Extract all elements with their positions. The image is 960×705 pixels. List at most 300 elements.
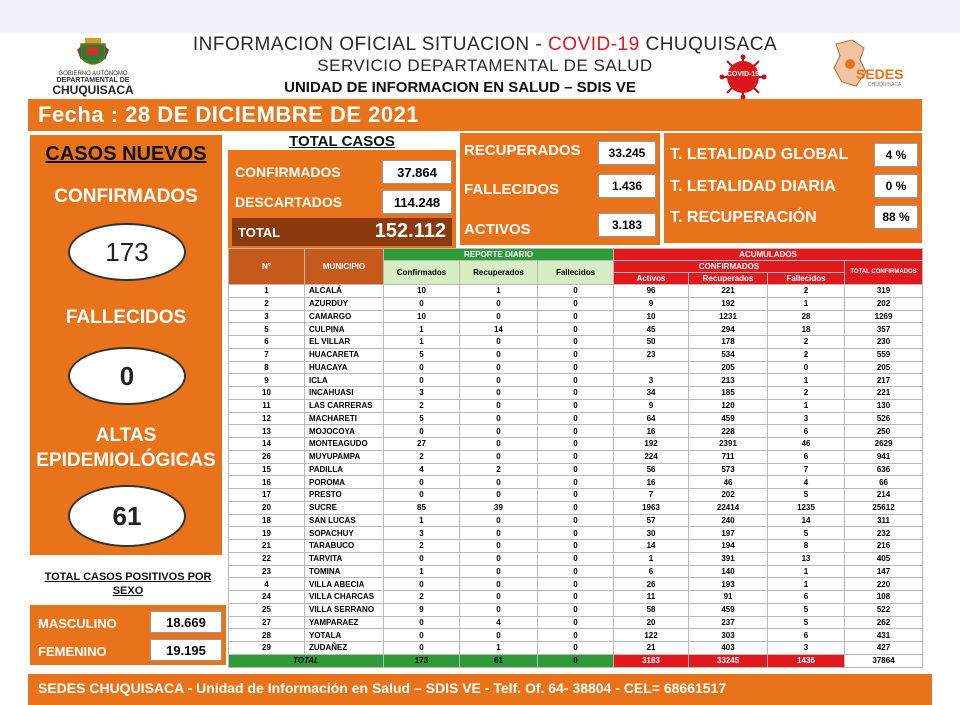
table-cell: 30 <box>614 527 689 540</box>
table-cell: 120 <box>689 399 768 412</box>
table-cell: 250 <box>845 425 923 438</box>
cell-municipio: INCAHUASI <box>305 387 384 400</box>
table-cell <box>614 361 689 374</box>
table-cell: 0 <box>384 489 460 502</box>
femenino-value: 19.195 <box>150 639 222 661</box>
total-row-cell: 37864 <box>845 654 923 667</box>
table-cell: 3 <box>768 412 845 425</box>
table-cell: 0 <box>460 591 538 604</box>
th-municipio: MUNICIPIO <box>305 249 384 285</box>
letalidad-diaria-label: T. LETALIDAD DIARIA <box>670 178 836 195</box>
table-cell: 13 <box>768 552 845 565</box>
table-cell: 0 <box>538 578 614 591</box>
table-cell: 4 <box>768 476 845 489</box>
table-cell: 34 <box>614 387 689 400</box>
table-total-row <box>229 654 923 667</box>
table-cell: 1 <box>768 578 845 591</box>
gobernacion-logo <box>38 36 148 97</box>
table-cell: 0 <box>460 348 538 361</box>
table-cell: 10 <box>384 285 460 298</box>
total-row-cell: 173 <box>384 654 460 667</box>
table-cell: 0 <box>538 489 614 502</box>
table-cell: 9 <box>614 399 689 412</box>
new-confirmados-label: CONFIRMADOS <box>54 186 198 207</box>
table-row <box>229 387 923 400</box>
table-cell: 23 <box>614 348 689 361</box>
table-cell: 217 <box>845 374 923 387</box>
table-cell: 0 <box>384 361 460 374</box>
table-cell: 526 <box>845 412 923 425</box>
total-row-cell: 3183 <box>614 654 689 667</box>
header-line3: UNIDAD DE INFORMACION EN SALUD – SDIS VE <box>284 79 636 96</box>
th-fallecidos: Fallecidos <box>538 261 614 285</box>
descartados-label: DESCARTADOS <box>235 194 343 210</box>
table-cell: 3 <box>384 527 460 540</box>
table-row <box>229 348 923 361</box>
table-cell: 28 <box>229 629 305 642</box>
footer-text: SEDES CHUQUISACA - Unidad de Información en Salud – SDIS VE - Telf. Of. 64- 38804 - CEL= 68661517 <box>38 680 727 696</box>
table-cell: 711 <box>689 450 768 463</box>
table-cell: 0 <box>460 514 538 527</box>
cell-municipio: SOPACHUY <box>305 527 384 540</box>
cell-municipio: PRESTO <box>305 489 384 502</box>
table-cell: 0 <box>538 552 614 565</box>
table-cell: 0 <box>384 425 460 438</box>
table-cell: 57 <box>614 514 689 527</box>
cell-municipio: TARVITA <box>305 552 384 565</box>
table-cell: 6 <box>768 629 845 642</box>
table-cell: 194 <box>689 540 768 553</box>
table-cell: 6 <box>768 450 845 463</box>
table-row <box>229 603 923 616</box>
table-cell: 16 <box>614 476 689 489</box>
table-cell: 5 <box>768 489 845 502</box>
table-cell: 192 <box>614 438 689 451</box>
table-cell: 221 <box>689 285 768 298</box>
table-cell: 2 <box>229 297 305 310</box>
cell-municipio: MOJOCOYA <box>305 425 384 438</box>
th-reporte-diario: REPORTE DIARIO <box>384 249 614 261</box>
femenino-label: FEMENINO <box>38 644 107 659</box>
logo-right-sub: CHUQUISACA <box>868 82 902 88</box>
table-row <box>229 336 923 349</box>
table-cell: 0 <box>768 361 845 374</box>
table-cell: 3 <box>384 387 460 400</box>
table-cell: 0 <box>538 399 614 412</box>
table-cell: 27 <box>229 616 305 629</box>
table-cell: 0 <box>538 514 614 527</box>
outcomes-panel <box>460 133 660 245</box>
table-cell: 4 <box>460 616 538 629</box>
table-row <box>229 616 923 629</box>
table-cell: 1 <box>768 297 845 310</box>
table-cell: 0 <box>460 374 538 387</box>
table-cell: 46 <box>689 476 768 489</box>
new-confirmados-value: 173 <box>105 236 149 267</box>
table-cell: 7 <box>229 348 305 361</box>
table-cell: 0 <box>460 450 538 463</box>
table-cell: 45 <box>614 323 689 336</box>
cell-municipio: CULPINA <box>305 323 384 336</box>
covid-highlight: COVID-19 <box>548 34 640 55</box>
cell-municipio: YOTALA <box>305 629 384 642</box>
table-cell: 459 <box>689 603 768 616</box>
table-cell: 214 <box>845 489 923 502</box>
logo-right-text: SEDES <box>856 66 904 82</box>
cell-municipio: HUACAYA <box>305 361 384 374</box>
table-cell: 39 <box>460 501 538 514</box>
cell-municipio: VILLA ABECIA <box>305 578 384 591</box>
table-cell: 122 <box>614 629 689 642</box>
table-cell: 0 <box>538 616 614 629</box>
table-cell: 0 <box>460 412 538 425</box>
table-cell: 0 <box>538 591 614 604</box>
table-cell: 23 <box>229 565 305 578</box>
table-row <box>229 629 923 642</box>
table-cell: 1 <box>768 374 845 387</box>
municipality-table <box>228 248 923 668</box>
chuquisaca-map-icon <box>830 38 870 90</box>
table-cell: 50 <box>614 336 689 349</box>
table-cell: 2 <box>768 348 845 361</box>
cell-municipio: EL VILLAR <box>305 336 384 349</box>
table-cell: 1269 <box>845 310 923 323</box>
table-cell: 636 <box>845 463 923 476</box>
table-cell: 14 <box>460 323 538 336</box>
table-cell: 2391 <box>689 438 768 451</box>
table-cell: 0 <box>460 578 538 591</box>
new-confirmados-oval <box>68 223 186 281</box>
cell-municipio: VILLA SERRANO <box>305 603 384 616</box>
table-cell: 6 <box>768 425 845 438</box>
table-cell: 5 <box>768 527 845 540</box>
table-cell: 0 <box>384 374 460 387</box>
table-cell: 0 <box>538 323 614 336</box>
activos-label: ACTIVOS <box>464 221 531 238</box>
table-cell: 6 <box>768 591 845 604</box>
cell-municipio: MONTEAGUDO <box>305 438 384 451</box>
table-cell: 20 <box>229 501 305 514</box>
descartados-value: 114.248 <box>382 190 452 214</box>
table-cell: 228 <box>689 425 768 438</box>
table-cell: 0 <box>538 297 614 310</box>
new-fallecidos-label: FALLECIDOS <box>65 307 187 328</box>
cell-municipio: SAN LUCAS <box>305 514 384 527</box>
table-row <box>229 642 923 655</box>
table-row <box>229 540 923 553</box>
table-row <box>229 412 923 425</box>
table-cell: 294 <box>689 323 768 336</box>
cell-municipio: VILLA CHARCAS <box>305 591 384 604</box>
table-cell: 303 <box>689 629 768 642</box>
table-cell: 2 <box>768 336 845 349</box>
table-cell: 0 <box>538 336 614 349</box>
total-row-cell: 0 <box>538 654 614 667</box>
table-cell: 534 <box>689 348 768 361</box>
table-cell: 11 <box>614 591 689 604</box>
table-cell: 221 <box>845 387 923 400</box>
table-cell: 0 <box>460 425 538 438</box>
table-cell: 2 <box>768 285 845 298</box>
table-cell: 5 <box>768 603 845 616</box>
table-cell: 0 <box>538 412 614 425</box>
sex-title: TOTAL CASOS POSITIVOS POR SEXO <box>44 571 212 597</box>
table-cell: 311 <box>845 514 923 527</box>
table-cell: 230 <box>845 336 923 349</box>
table-cell: 0 <box>538 361 614 374</box>
table-row <box>229 501 923 514</box>
cell-municipio: ZUDAÑEZ <box>305 642 384 655</box>
table-cell: 147 <box>845 565 923 578</box>
table-row <box>229 310 923 323</box>
table-row <box>229 591 923 604</box>
cell-municipio: ALCALÁ <box>305 285 384 298</box>
table-cell: 85 <box>384 501 460 514</box>
recuperados-value: 33.245 <box>598 141 656 165</box>
recuperacion-value: 88 % <box>874 205 918 229</box>
table-cell: 192 <box>689 297 768 310</box>
coat-of-arms-icon <box>75 36 111 70</box>
table-cell: 3 <box>768 642 845 655</box>
table-row <box>229 476 923 489</box>
table-row <box>229 285 923 298</box>
table-cell: 573 <box>689 463 768 476</box>
table-cell: 5 <box>229 323 305 336</box>
top-strip <box>0 0 960 33</box>
total-row-cell: 61 <box>460 654 538 667</box>
total-row <box>232 218 452 246</box>
th-activos: Activos <box>614 273 689 285</box>
table-cell: 26 <box>614 578 689 591</box>
table-cell: 459 <box>689 412 768 425</box>
table-cell: 58 <box>614 603 689 616</box>
table-row <box>229 399 923 412</box>
table-cell: 1 <box>384 336 460 349</box>
table-cell: 0 <box>538 310 614 323</box>
table-cell: 12 <box>229 412 305 425</box>
footer-bar <box>28 674 932 705</box>
table-cell: 0 <box>538 501 614 514</box>
table-cell: 10 <box>384 310 460 323</box>
table-cell: 2 <box>384 591 460 604</box>
table-cell: 0 <box>460 336 538 349</box>
total-label: TOTAL <box>238 225 281 240</box>
table-cell: 1 <box>768 399 845 412</box>
table-cell: 5 <box>384 412 460 425</box>
table-cell: 941 <box>845 450 923 463</box>
table-cell: 0 <box>538 642 614 655</box>
table-cell: 108 <box>845 591 923 604</box>
total-value: 152.112 <box>374 220 446 242</box>
table-cell: 202 <box>689 489 768 502</box>
table-cell: 96 <box>614 285 689 298</box>
th-total-confirmados: TOTAL CONFIRMADOS <box>845 261 923 285</box>
altas-oval <box>68 485 186 547</box>
table-cell: 0 <box>538 527 614 540</box>
th-confirmados-group: CONFIRMADOS <box>614 261 845 273</box>
fallecidos-value: 1.436 <box>598 174 656 198</box>
table-cell: 3 <box>614 374 689 387</box>
table-cell: 0 <box>460 629 538 642</box>
cell-municipio: TOMINA <box>305 565 384 578</box>
cell-municipio: ICLA <box>305 374 384 387</box>
table-cell: 319 <box>845 285 923 298</box>
table-cell: 1 <box>460 285 538 298</box>
table-cell: 25 <box>229 603 305 616</box>
total-casos-panel <box>228 150 456 248</box>
table-cell: 522 <box>845 603 923 616</box>
table-cell: 0 <box>538 425 614 438</box>
total-row-cell: 33245 <box>689 654 768 667</box>
header-line2: SERVICIO DEPARTAMENTAL DE SALUD <box>317 56 653 75</box>
fallecidos-label: FALLECIDOS <box>464 181 560 198</box>
table-cell: 224 <box>614 450 689 463</box>
table-cell: 0 <box>460 527 538 540</box>
table-cell: 25612 <box>845 501 923 514</box>
table-cell: 22414 <box>689 501 768 514</box>
table-cell: 193 <box>689 578 768 591</box>
table-cell: 15 <box>229 463 305 476</box>
new-fallecidos-oval <box>68 347 186 405</box>
cell-municipio: PADILLA <box>305 463 384 476</box>
cell-municipio: POROMA <box>305 476 384 489</box>
activos-value: 3.183 <box>598 213 656 237</box>
th-recuperados: Recuperados <box>460 261 538 285</box>
altas-label-2: EPIDEMIOLÓGICAS <box>36 450 216 471</box>
table-cell: 237 <box>689 616 768 629</box>
table-cell: 5 <box>768 616 845 629</box>
table-cell: 46 <box>768 438 845 451</box>
table-cell: 1 <box>384 565 460 578</box>
table-cell: 1 <box>229 285 305 298</box>
table-row <box>229 514 923 527</box>
table-cell: 0 <box>538 603 614 616</box>
table-cell: 20 <box>614 616 689 629</box>
header-line1: INFORMACION OFICIAL SITUACION - COVID-19 CHUQUISACA <box>192 34 778 55</box>
logo-left-mid: DEPARTAMENTAL DE <box>56 77 130 84</box>
table-cell: 2 <box>768 387 845 400</box>
table-row <box>229 578 923 591</box>
table-cell: 185 <box>689 387 768 400</box>
table-row <box>229 489 923 502</box>
th-acumulados: ACUMULADOS <box>614 249 923 261</box>
table-cell: 232 <box>845 527 923 540</box>
table-cell: 7 <box>614 489 689 502</box>
table-cell: 1 <box>384 323 460 336</box>
table-cell: 0 <box>460 297 538 310</box>
table-cell: 1 <box>614 552 689 565</box>
table-row <box>229 361 923 374</box>
covid-badge-label: COVID-19 <box>726 71 760 78</box>
table-cell: 0 <box>538 450 614 463</box>
table-cell: 0 <box>460 489 538 502</box>
table-row <box>229 463 923 476</box>
table-cell: 9 <box>384 603 460 616</box>
table-cell: 405 <box>845 552 923 565</box>
cell-municipio: AZURDUY <box>305 297 384 310</box>
masculino-label: MASCULINO <box>38 616 117 631</box>
table-cell: 9 <box>614 297 689 310</box>
table-cell: 22 <box>229 552 305 565</box>
table-cell: 130 <box>845 399 923 412</box>
table-cell: 0 <box>460 540 538 553</box>
confirmados-label: CONFIRMADOS <box>235 164 341 180</box>
table-cell: 205 <box>689 361 768 374</box>
table-cell: 11 <box>229 399 305 412</box>
table-cell: 0 <box>460 565 538 578</box>
table-cell: 7 <box>768 463 845 476</box>
table-cell: 357 <box>845 323 923 336</box>
table-cell: 0 <box>384 629 460 642</box>
table-cell: 0 <box>460 310 538 323</box>
table-row <box>229 323 923 336</box>
table-cell: 0 <box>538 629 614 642</box>
table-cell: 0 <box>460 438 538 451</box>
table-cell: 197 <box>689 527 768 540</box>
table-cell: 0 <box>538 348 614 361</box>
table-cell: 16 <box>614 425 689 438</box>
table-cell: 2 <box>384 450 460 463</box>
table-cell: 27 <box>384 438 460 451</box>
table-cell: 1231 <box>689 310 768 323</box>
table-cell: 0 <box>538 285 614 298</box>
th-confirmados: Confirmados <box>384 261 460 285</box>
table-cell: 10 <box>229 387 305 400</box>
table-cell: 0 <box>384 552 460 565</box>
table-cell: 0 <box>460 361 538 374</box>
cell-municipio: CAMARGO <box>305 310 384 323</box>
table-cell: 56 <box>614 463 689 476</box>
table-cell: 0 <box>460 476 538 489</box>
table-cell: 14 <box>614 540 689 553</box>
table-cell: 24 <box>229 591 305 604</box>
letalidad-global-label: T. LETALIDAD GLOBAL <box>670 146 849 163</box>
table-cell: 391 <box>689 552 768 565</box>
table-cell: 0 <box>538 463 614 476</box>
table-cell: 91 <box>689 591 768 604</box>
table-cell: 1 <box>768 565 845 578</box>
table-cell: 0 <box>384 616 460 629</box>
table-cell: 1 <box>384 514 460 527</box>
new-cases-panel <box>30 135 222 555</box>
table-row <box>229 450 923 463</box>
table-cell: 18 <box>768 323 845 336</box>
th-fallecidos-acum: Fallecidos <box>768 273 845 285</box>
table-cell: 2 <box>460 463 538 476</box>
table-cell: 8 <box>229 361 305 374</box>
table-row <box>229 527 923 540</box>
table-cell: 16 <box>229 476 305 489</box>
table-row <box>229 565 923 578</box>
table-cell: 14 <box>229 438 305 451</box>
table-cell: 0 <box>460 603 538 616</box>
table-cell: 19 <box>229 527 305 540</box>
table-cell: 6 <box>229 336 305 349</box>
table-row <box>229 297 923 310</box>
table-cell: 14 <box>768 514 845 527</box>
logo-left-big: CHUQUISACA <box>52 83 134 97</box>
table-cell: 13 <box>229 425 305 438</box>
rates-panel <box>664 133 922 243</box>
table-cell: 240 <box>689 514 768 527</box>
table-cell: 559 <box>845 348 923 361</box>
total-casos-title: TOTAL CASOS <box>289 133 395 150</box>
cell-municipio: MACHARETI <box>305 412 384 425</box>
table-cell: 29 <box>229 642 305 655</box>
total-row-label: TOTAL <box>229 654 384 667</box>
table-cell: 21 <box>614 642 689 655</box>
table-cell: 0 <box>460 552 538 565</box>
